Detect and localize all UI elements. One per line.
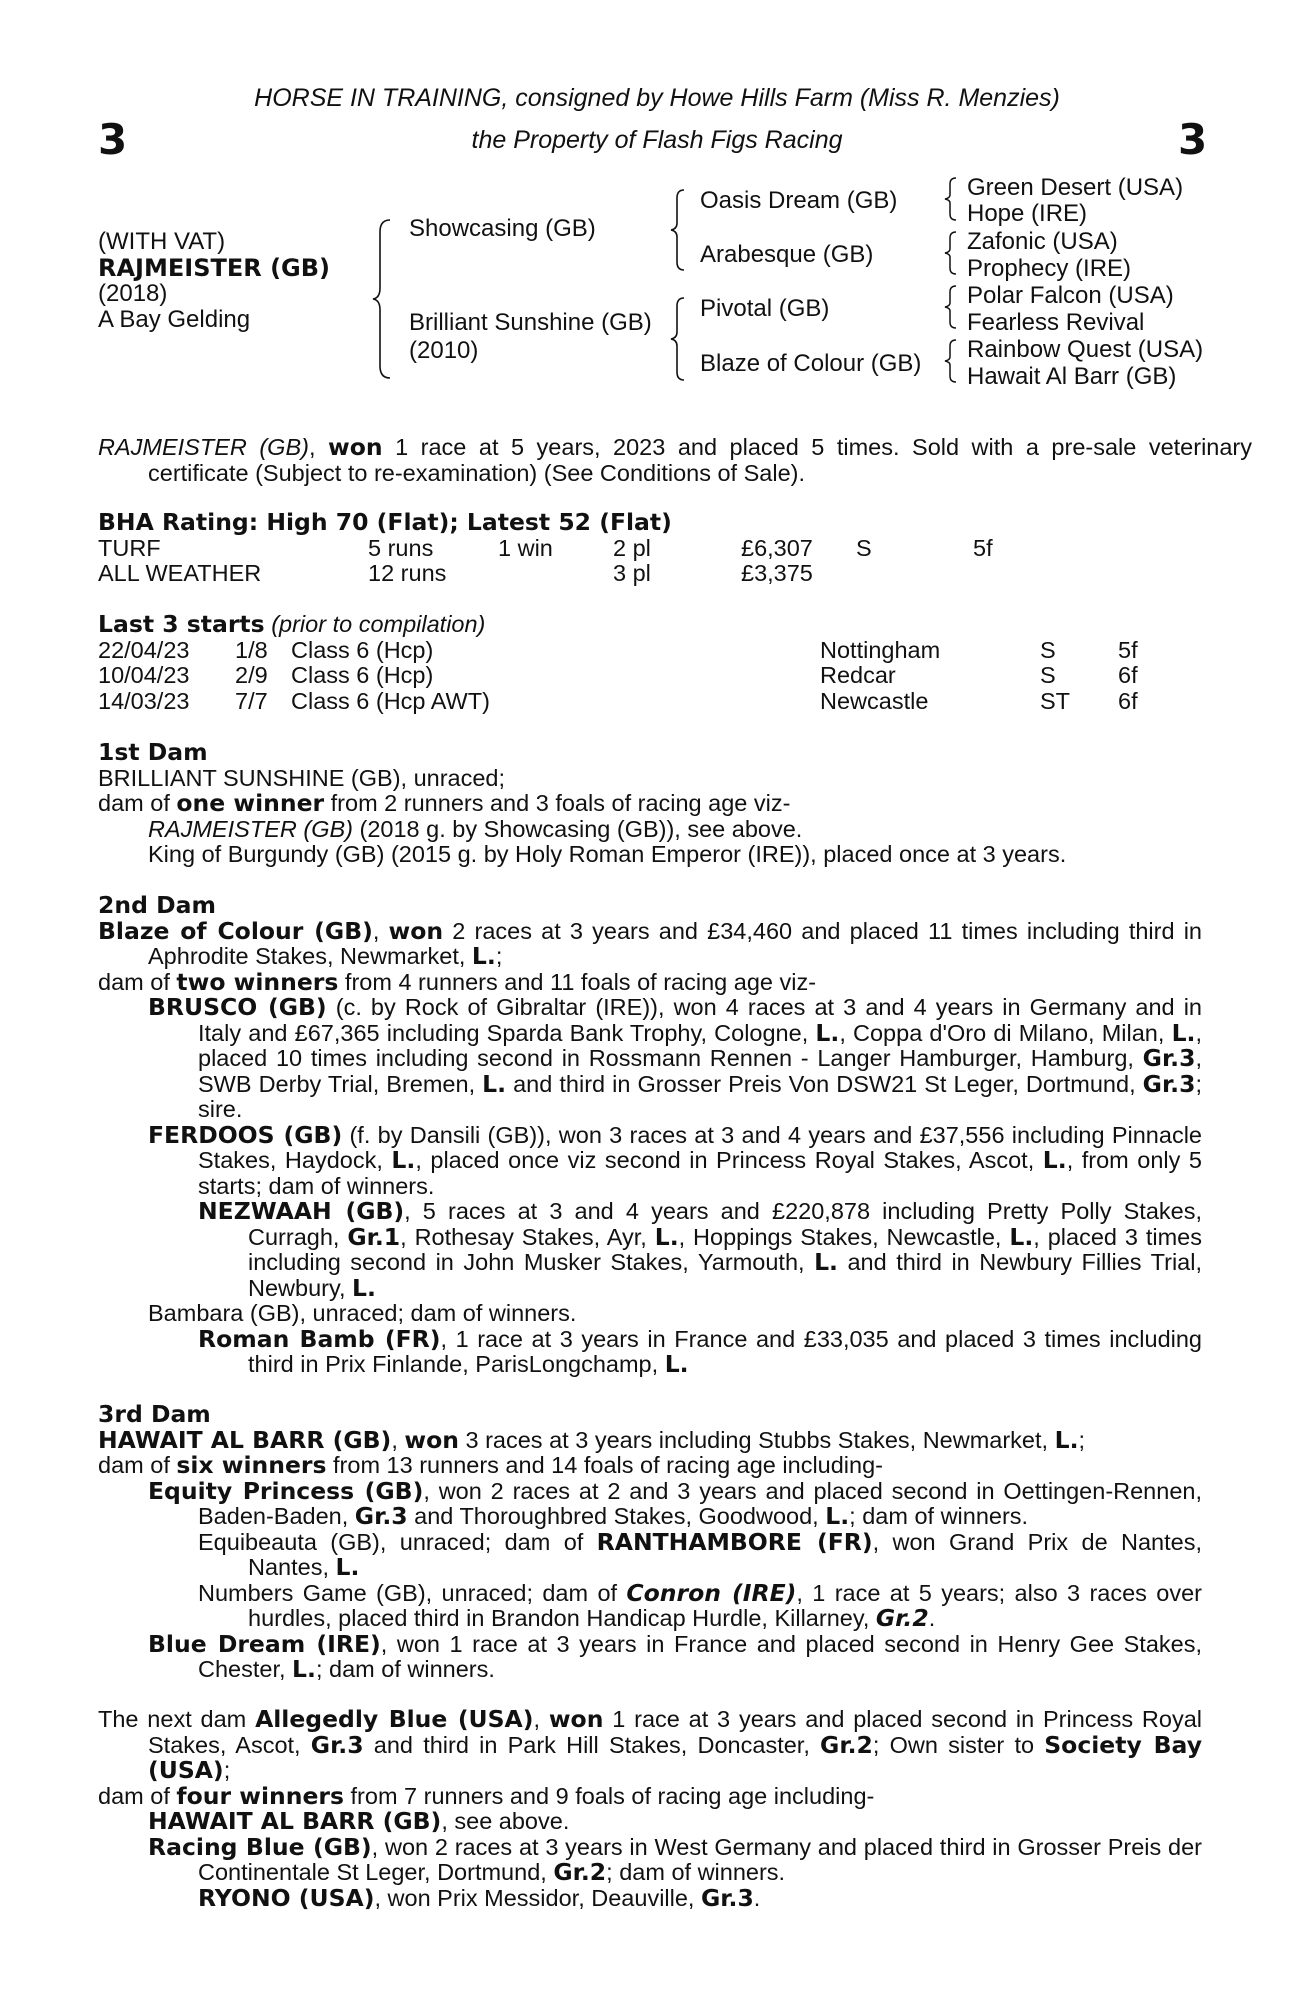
third-dam-produce: dam of six winners from 13 runners and 14 foals of racing age including- bbox=[98, 1451, 883, 1479]
header-consignor: HORSE IN TRAINING, consigned by Howe Hills Farm (Miss R. Menzies) bbox=[254, 84, 1060, 112]
nezwaah-entry: NEZWAAH (GB), 5 races at 3 and 4 years and £220,878 including Pretty Polly Stakes, Curragh, Gr.1, Rothesay Stakes, Ayr, L., Hoppings Stakes, Newcastle, L., placed 3 times including second in John Musker Stakes, Yarmouth, L. and third in Newbury Fillies Trial, Newbury, L. bbox=[198, 1197, 1202, 1302]
third-dam-title: 3rd Dam bbox=[98, 1400, 211, 1428]
second-dam-record: Blaze of Colour (GB), won 2 races at 3 years and £34,460 and placed 11 times including third in Aphrodite Stakes, Newmarket, L.; bbox=[98, 916, 1202, 970]
horse-name: RAJMEISTER (GB) bbox=[98, 254, 331, 282]
second-dam-produce: dam of two winners from 4 runners and 11 foals of racing age viz- bbox=[98, 967, 817, 996]
start-row-2: 10/04/23 2/9 Class 6 (Hcp) Redcar S 6f bbox=[98, 662, 1138, 688]
brace-ds bbox=[942, 284, 958, 330]
next-dam-produce: dam of four winners from 7 runners and 9 foals of racing age including- bbox=[98, 1781, 875, 1810]
horse-year: (2018) bbox=[98, 280, 168, 307]
next-dam-section bbox=[98, 1707, 1202, 1911]
pedigree-sd: Arabesque (GB) bbox=[700, 241, 874, 268]
pedigree-ds: Pivotal (GB) bbox=[700, 295, 830, 322]
vat-note: (WITH VAT) bbox=[98, 228, 226, 255]
horse-description: A Bay Gelding bbox=[98, 306, 251, 333]
rating-title: BHA Rating: High 70 (Flat); Latest 52 (Flat) bbox=[98, 508, 672, 536]
rating-section bbox=[98, 510, 1202, 587]
pedigree-dss: Polar Falcon (USA) bbox=[967, 282, 1174, 309]
pedigree-sdd: Prophecy (IRE) bbox=[967, 255, 1132, 282]
first-dam-foal-2: King of Burgundy (GB) (2015 g. by Holy Roman Emperor (IRE)), placed once at 3 years. bbox=[148, 841, 1067, 867]
first-dam-line-2: dam of one winner from 2 runners and 3 foals of racing age viz- bbox=[98, 789, 791, 817]
numbers-game-entry: Numbers Game (GB), unraced; dam of Conron (IRE), 1 race at 5 years; also 3 races over hurdles, placed third in Brandon Handicap Hurdle, Killarney, Gr.2. bbox=[198, 1578, 1202, 1632]
start-row-1: 22/04/23 1/8 Class 6 (Hcp) Nottingham S 5f bbox=[98, 636, 1138, 663]
third-dam-section bbox=[98, 1402, 1202, 1683]
lot-number-left: 3 bbox=[98, 115, 128, 164]
pedigree-dds: Rainbow Quest (USA) bbox=[967, 336, 1204, 363]
header-property: the Property of Flash Figs Racing bbox=[471, 126, 843, 154]
pedigree-sds: Zafonic (USA) bbox=[967, 228, 1118, 255]
pedigree-dsd: Fearless Revival bbox=[967, 309, 1145, 336]
start-row-3: 14/03/23 7/7 Class 6 (Hcp AWT) Newcastle ST 6f bbox=[98, 687, 1138, 714]
pedigree-sss: Green Desert (USA) bbox=[967, 174, 1184, 201]
brace-ss bbox=[942, 176, 958, 222]
brace-dd bbox=[942, 338, 958, 384]
first-dam-title: 1st Dam bbox=[98, 738, 208, 766]
race-summary: RAJMEISTER (GB), won 1 race at 5 years, 2023 and placed 5 times. Sold with a pre-sale veterinary certificate (Subject to re-examination) (See Conditions of Sale). bbox=[98, 433, 1253, 486]
hawait-al-barr-entry: HAWAIT AL BARR (GB), see above. bbox=[148, 1807, 570, 1835]
equity-princess-entry: Equity Princess (GB), won 2 races at 2 and 3 years and placed second in Oettingen-Rennen, Baden-Baden, Gr.3 and Thoroughbred Stakes, Goodwood, L.; dam of winners. bbox=[148, 1476, 1202, 1530]
pedigree-sire: Showcasing (GB) bbox=[409, 215, 596, 242]
brace-dam-line bbox=[668, 296, 688, 382]
pedigree-ss: Oasis Dream (GB) bbox=[700, 187, 898, 214]
brace-sire-line bbox=[668, 188, 688, 272]
lot-number-right: 3 bbox=[1178, 115, 1208, 164]
racing-blue-entry: Racing Blue (GB), won 2 races at 3 years in West Germany and placed third in Grosser Preis der Continentale St Leger, Dortmund, Gr.2; dam of winners. bbox=[148, 1832, 1202, 1886]
ryono-entry: RYONO (USA), won Prix Messidor, Deauville, Gr.3. bbox=[198, 1883, 761, 1912]
blue-dream-entry: Blue Dream (IRE), won 1 race at 3 years in France and placed second in Henry Gee Stakes, Chester, L.; dam of winners. bbox=[148, 1629, 1202, 1683]
pedigree-ddd: Hawait Al Barr (GB) bbox=[967, 363, 1177, 390]
pedigree-ssd: Hope (IRE) bbox=[967, 200, 1088, 227]
first-dam-foal-1: RAJMEISTER (GB) (2018 g. by Showcasing (GB)), see above. bbox=[148, 815, 803, 842]
pedigree-dd: Blaze of Colour (GB) bbox=[700, 350, 922, 377]
rating-row-turf: TURF 5 runs 1 win 2 pl £6,307 S 5f bbox=[98, 534, 993, 561]
third-dam-record: HAWAIT AL BARR (GB), won 3 races at 3 years including Stubbs Stakes, Newmarket, L.; bbox=[98, 1425, 1086, 1454]
rating-row-aw: ALL WEATHER 12 runs 3 pl £3,375 bbox=[98, 560, 813, 586]
pedigree-dam: Brilliant Sunshine (GB) bbox=[409, 309, 652, 336]
equibeauta-entry: Equibeauta (GB), unraced; dam of RANTHAMBORE (FR), won Grand Prix de Nantes, Nantes, L. bbox=[198, 1527, 1202, 1581]
last-starts-section bbox=[98, 612, 1202, 714]
first-dam-section bbox=[98, 740, 1202, 868]
second-dam-title: 2nd Dam bbox=[98, 891, 216, 919]
second-dam-section bbox=[98, 893, 1202, 1378]
pedigree-dam-year: (2010) bbox=[409, 337, 479, 364]
last-starts-title: Last 3 starts (prior to compilation) bbox=[98, 610, 486, 638]
roman-bamb-entry: Roman Bamb (FR), 1 race at 3 years in France and £33,035 and placed 3 times including third in Prix Finlande, ParisLongchamp, L. bbox=[198, 1324, 1202, 1378]
brace-generation-1 bbox=[370, 218, 394, 380]
brace-sd bbox=[942, 230, 958, 276]
first-dam-line-1: BRILLIANT SUNSHINE (GB), unraced; bbox=[98, 764, 506, 791]
ferdoos-entry: FERDOOS (GB) (f. by Dansili (GB)), won 3 races at 3 and 4 years and £37,556 including Pinnacle Stakes, Haydock, L., placed once viz second in Princess Royal Stakes, Ascot, L., from only 5 starts; dam of winners. bbox=[148, 1120, 1203, 1199]
bambara-entry: Bambara (GB), unraced; dam of winners. bbox=[148, 1300, 577, 1326]
brusco-entry: BRUSCO (GB) (c. by Rock of Gibraltar (IRE)), won 4 races at 3 and 4 years in Germany and in Italy and £67,365 including Sparda Bank Trophy, Cologne, L., Coppa d'Oro di Milano, Milan, L., placed 10 times including second in Rossmann Rennen - Langer Hamburger, Hamburg, Gr.3, SWB Derby Trial, Bremen, L. and third in Grosser Preis Von DSW21 St Leger, Dortmund, Gr.3; sire. bbox=[148, 993, 1202, 1122]
next-dam-record: The next dam Allegedly Blue (USA), won 1 race at 3 years and placed second in Princess Royal Stakes, Ascot, Gr.3 and third in Park Hill Stakes, Doncaster, Gr.2; Own sister to Society Bay (USA); bbox=[98, 1705, 1203, 1784]
